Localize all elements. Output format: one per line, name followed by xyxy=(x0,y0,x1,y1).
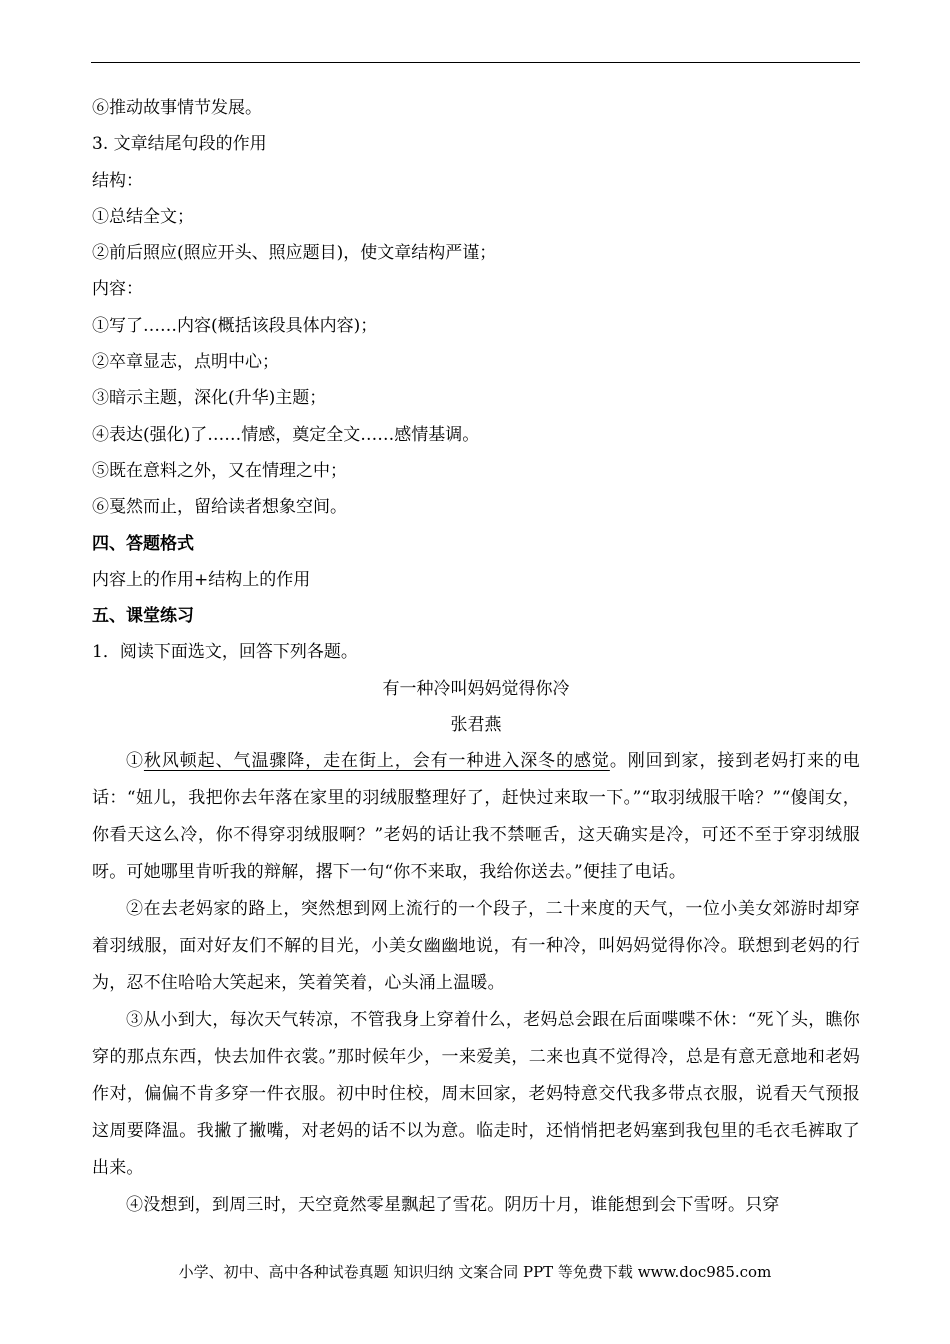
article-title: 有一种冷叫妈妈觉得你冷 xyxy=(382,678,570,699)
article-author: 张君燕 xyxy=(450,715,502,736)
article-paragraph-3: ③从小到大，每次天气转凉，不管我身上穿着什么，老妈总会跟在后面喋喋不休：“死丫头，瞧你穿的那点东西，快去加件衣裳。”那时候年少，一来爱美，二来也真不觉得冷，总是有意无意地和老妈作对，偏偏不肯多穿一件衣服。初中时住校，周末回家，老妈特意交代我多带点衣服，说看天气预报这周要降温。我撇了撇嘴，对老妈的话不以为意。临走时，还悄悄把老妈塞到我包里的毛衣毛裤取了出来。 xyxy=(92,1010,860,1179)
text-line: 3. 文章结尾句段的作用 xyxy=(92,134,267,155)
article-paragraph-2: ②在去老妈家的路上，突然想到网上流行的一个段子，二十来度的天气，一位小美女郊游时却穿着羽绒服，面对好友们不解的目光，小美女幽幽地说，有一种冷，叫妈妈觉得你冷。联想到老妈的行为，忍不住哈哈大笑起来，笑着笑着，心头涌上温暖。 xyxy=(92,899,860,994)
page-footer: 小学、初中、高中各种试卷真题 知识归纳 文案合同 PPT 等免费下载 www.doc985.com xyxy=(178,1263,772,1281)
question-prompt: 1．阅读下面选文，回答下列各题。 xyxy=(92,642,358,663)
underlined-sentence: 秋风顿起、气温骤降，走在街上，会有一种进入深冬的感觉 xyxy=(143,751,610,772)
paragraph-text: 。刚回到家，接到老妈打来的电话：“妞儿，我把你去年落在家里的羽绒服整理好了，赶快过来取一下。”“取羽绒服干啥？”“傻闺女，你看天这么冷，你不得穿羽绒服啊？”老妈的话让我不禁咂舌，这天确实是冷，可还不至于穿羽绒服呀。可她哪里肯听我的辩解，撂下一句“你不来取，我给你送去。”便挂了电话。 xyxy=(92,751,860,883)
article-paragraph-1 xyxy=(92,743,860,891)
text-line: ⑥推动故事情节发展。 xyxy=(92,98,262,118)
section-heading-format: 四、答题格式 xyxy=(92,533,194,554)
text-line: ⑤既在意料之外，又在情理之中； xyxy=(92,460,347,481)
header-rule xyxy=(91,62,860,63)
text-line: 结构： xyxy=(92,170,143,191)
text-line: ①写了……内容(概括该段具体内容)； xyxy=(92,315,378,336)
format-text: 内容上的作用+结构上的作用 xyxy=(92,569,311,590)
article-paragraph-4: ④没想到，到周三时，天空竟然零星飘起了雪花。阴历十月，谁能想到会下雪呀。只穿 xyxy=(126,1195,780,1216)
text-line: ②前后照应(照应开头、照应题目)，使文章结构严谨； xyxy=(92,243,497,264)
document-body xyxy=(92,90,860,1224)
text-line: ①总结全文； xyxy=(92,206,194,227)
text-line: 内容： xyxy=(92,279,143,300)
text-line: ③暗示主题，深化(升华)主题； xyxy=(92,388,327,409)
text-line: ②卒章显志，点明中心； xyxy=(92,352,279,373)
paragraph-number: ① xyxy=(126,751,144,772)
section-heading-practice: 五、课堂练习 xyxy=(92,606,194,627)
text-line: ④表达(强化)了……情感，奠定全文……感情基调。 xyxy=(92,424,480,445)
text-line: ⑥戛然而止，留给读者想象空间。 xyxy=(92,497,347,518)
